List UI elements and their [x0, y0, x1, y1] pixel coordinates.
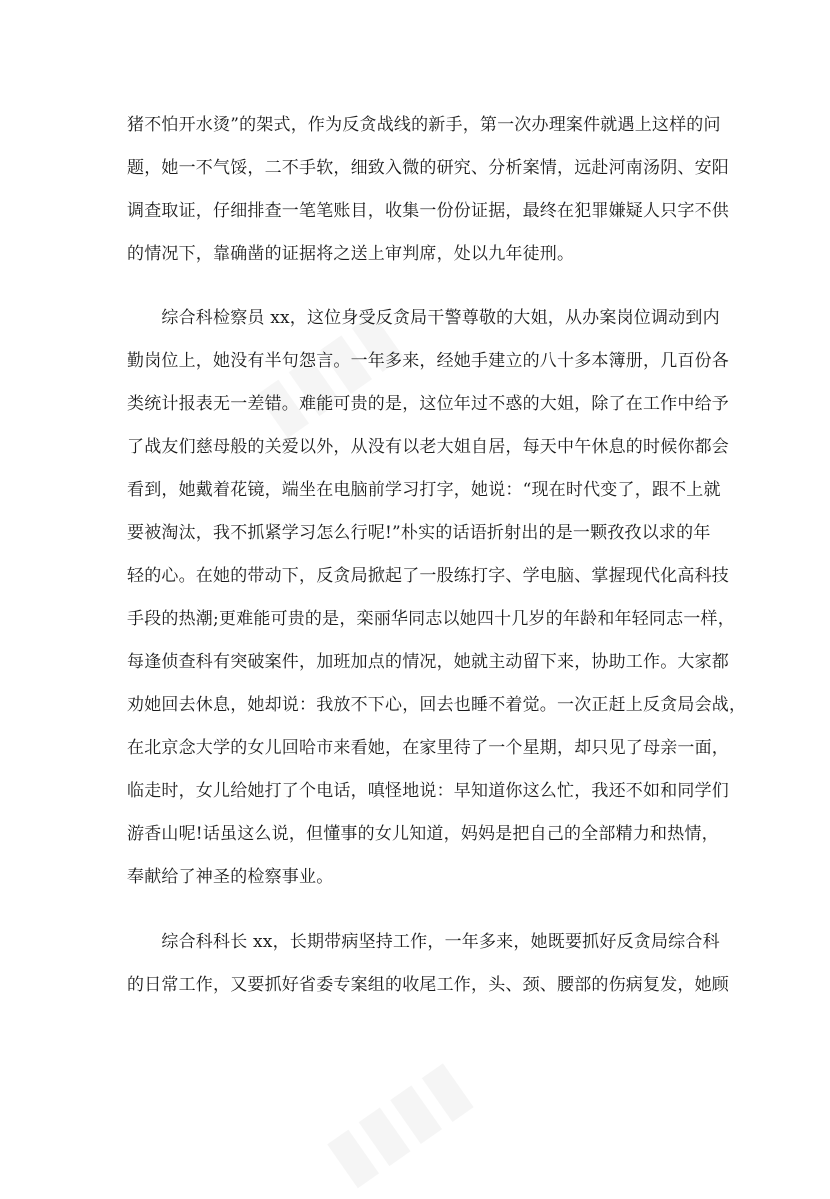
text-line: 游香山呢!话虽这么说，但懂事的女儿知道，妈妈是把自己的全部精力和热情， [127, 824, 719, 844]
text-line: 勤岗位上，她没有半句怨言。一年多来，经她手建立的八十多本簿册，几百份各 [127, 351, 729, 371]
watermark: ▮▮▮▮ [240, 293, 414, 449]
text-line: 看到，她戴着花镜，端坐在电脑前学习打字，她说：“现在时代变了，跟不上就 [127, 480, 721, 500]
text-line: 手段的热潮;更难能可贵的是，栾丽华同志以她四十几岁的年龄和年轻同志一样， [127, 609, 735, 629]
text-line: 题，她一不气馁，二不手软，细致入微的研究、分析案情，远赴河南汤阴、安阳 [127, 158, 729, 178]
text-line: 综合科科长 xx，长期带病坚持工作，一年多来，她既要抓好反贪局综合科 [127, 932, 720, 952]
text-line: 要被淘汰，我不抓紧学习怎么行呢!”朴实的话语折射出的是一颗孜孜以求的年 [127, 523, 711, 543]
text-line: 猪不怕开水烫”的架式，作为反贪战线的新手，第一次办理案件就遇上这样的问 [127, 115, 721, 135]
text-line: 了战友们慈母般的关爱以外，从没有以老大姐自居，每天中午休息的时候你都会 [127, 437, 729, 457]
watermark: ▮▮▮▮ [310, 1043, 484, 1199]
text-line: 的日常工作，又要抓好省委专案组的收尾工作，头、颈、腰部的伤病复发，她顾 [127, 975, 729, 995]
text-line: 的情况下，靠确凿的证据将之送上审判席，处以九年徒刑。 [127, 244, 575, 264]
text-line: 劝她回去休息，她却说：我放不下心，回去也睡不着觉。一次正赶上反贪局会战， [127, 695, 747, 715]
text-line: 每逢侦查科有突破案件，加班加点的情况，她就主动留下来，协助工作。大家都 [127, 652, 729, 672]
text-line: 轻的心。在她的带动下，反贪局掀起了一股练打字、学电脑、掌握现代化高科技 [127, 566, 729, 586]
text-line: 类统计报表无一差错。难能可贵的是，这位年过不惑的大姐，除了在工作中给予 [127, 394, 729, 414]
text-line: 综合科检察员 xx，这位身受反贪局干警尊敬的大姐，从办案岗位调动到内 [127, 308, 720, 328]
text-line: 在北京念大学的女儿回哈市来看她，在家里待了一个星期，却只见了母亲一面， [127, 738, 729, 758]
text-line: 奉献给了神圣的检察事业。 [127, 867, 334, 887]
text-line: 临走时，女儿给她打了个电话，嗔怪地说：早知道你这么忙，我还不如和同学们 [127, 781, 729, 801]
text-line: 调查取证，仔细排查一笔笔账目，收集一份份证据，最终在犯罪嫌疑人只字不供 [127, 201, 729, 221]
